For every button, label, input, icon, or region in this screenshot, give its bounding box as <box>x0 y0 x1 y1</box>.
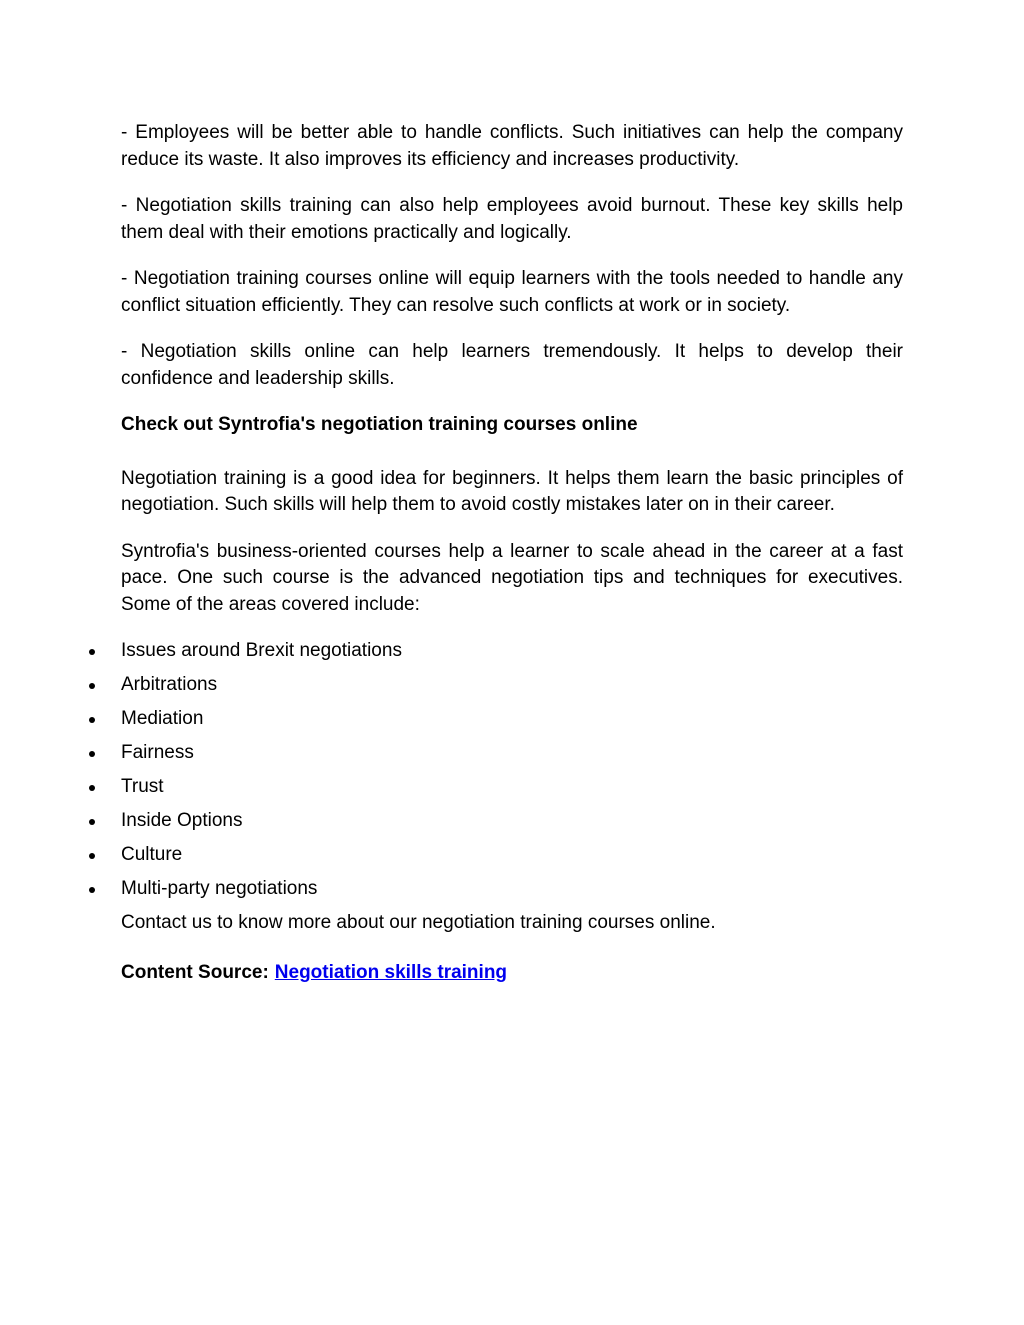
bullet-icon <box>89 717 95 723</box>
paragraph-beginners: Negotiation training is a good idea for beginners. It helps them learn the basic principles of negotiation. Such skills will help them to avoid costly mistakes later on in their career. <box>121 467 903 515</box>
list-item <box>121 672 903 706</box>
areas-list <box>121 638 903 910</box>
list-item <box>121 740 903 774</box>
contact-paragraph: Contact us to know more about our negotiation training courses online. <box>121 912 716 933</box>
list-item <box>121 638 903 672</box>
list-item <box>121 808 903 842</box>
list-item-label: Issues around Brexit negotiations <box>121 640 402 661</box>
bullet-icon <box>89 683 95 689</box>
bullet-icon <box>89 853 95 859</box>
list-item-label: Trust <box>121 776 164 797</box>
list-item <box>121 706 903 740</box>
list-item <box>121 876 903 910</box>
paragraph-confidence: - Negotiation skills online can help learners tremendously. It helps to develop their confidence and leadership skills. <box>121 341 903 389</box>
bullet-icon <box>89 887 95 893</box>
bullet-icon <box>89 785 95 791</box>
section-heading: Check out Syntrofia's negotiation training courses online <box>121 414 638 435</box>
list-item <box>121 774 903 808</box>
paragraph-employees-conflicts: - Employees will be better able to handle conflicts. Such initiatives can help the company reduce its waste. It also improves its efficiency and increases productivity. <box>121 122 903 170</box>
list-item <box>121 842 903 876</box>
bullet-icon <box>89 751 95 757</box>
content-source-label: Content Source: <box>121 961 269 983</box>
content-source <box>121 960 903 987</box>
document-body <box>121 120 903 1006</box>
bullet-icon <box>89 819 95 825</box>
paragraph-burnout: - Negotiation skills training can also help employees avoid burnout. These key skills help them deal with their emotions practically and logically. <box>121 195 903 243</box>
list-item-label: Arbitrations <box>121 674 218 695</box>
list-item-label: Multi-party negotiations <box>121 878 318 899</box>
paragraph-business-courses: Syntrofia's business-oriented courses help a learner to scale ahead in the career at a fast pace. One such course is the advanced negotiation tips and techniques for executives. Some of the areas covered include: <box>121 540 903 615</box>
list-item-label: Fairness <box>121 742 194 763</box>
bullet-icon <box>89 649 95 655</box>
paragraph-conflict-tools: - Negotiation training courses online will equip learners with the tools needed to handle any conflict situation efficiently. They can resolve such conflicts at work or in society. <box>121 268 903 316</box>
list-item-label: Mediation <box>121 708 204 729</box>
content-source-link[interactable]: Negotiation skills training <box>274 961 508 983</box>
list-item-label: Culture <box>121 844 183 865</box>
list-item-label: Inside Options <box>121 810 243 831</box>
